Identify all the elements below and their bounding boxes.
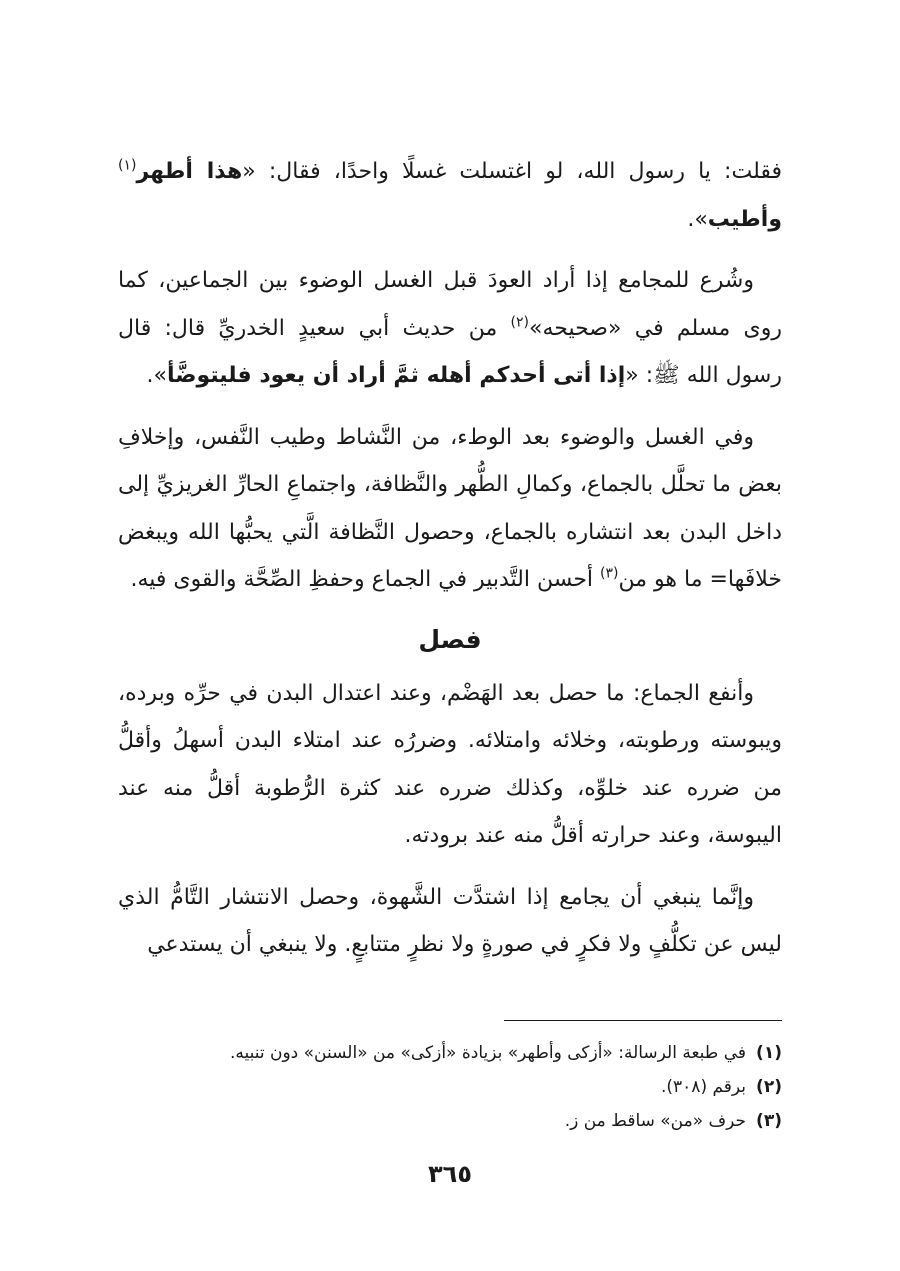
p2-quote: إذا أتى أحدكم أهله ثمَّ أراد أن يعود فليتوضَّأ — [167, 363, 626, 388]
p2-text-b: من حديث أبي سعيدٍ الخدريِّ قال: قال رسول الله ﷺ: « — [118, 315, 782, 388]
p2-text-a: وشُرع للمجامع إذا أراد العودَ قبل الغسل الوضوء بين الجماعين، كما روى مسلم في «صحيحه» — [118, 268, 783, 341]
footnote-2 — [118, 1070, 782, 1104]
page-number: ٣٦٥ — [428, 1160, 472, 1188]
paragraph-2 — [118, 257, 782, 400]
p1-after: ». — [687, 206, 708, 232]
p1-quote-end: وأطيب — [707, 206, 782, 232]
paragraph-4: وأنفع الجماع: ما حصل بعد الهَضْم، وعند اعتدال البدن في حرِّه وبرده، ويبوسته ورطوبته، وخلائه وامتلائه. وضررُه عند امتلاء البدن أسهلُ وأقلُّ من ضرره عند خلوِّه، وكذلك ضرره عند كثرة الرُّطوبة أقلُّ منه عند اليبوسة، وعند حرارته أقلُّ منه عند برودته. — [118, 680, 782, 848]
p3-text-b: أحسن التَّدبير في الجماع وحفظِ الصِّحَّة والقوى فيه. — [130, 567, 601, 592]
footnote-ref-1[interactable]: (١) — [118, 157, 137, 174]
footnote-ref-3[interactable]: (٣) — [600, 565, 619, 582]
p1-text: فقلت: يا رسول الله، لو اغتسلت غسلًا واحدًا، فقال: « — [242, 159, 782, 184]
footnote-divider — [504, 1020, 782, 1021]
paragraph-3 — [118, 414, 782, 604]
footnote-ref-2[interactable]: (٢) — [510, 314, 530, 331]
footnote-text: حرف «من» ساقط من ز. — [564, 1111, 747, 1131]
p2-after: ». — [146, 363, 167, 388]
paragraph-1 — [118, 148, 782, 243]
footnote-number: (١) — [756, 1043, 782, 1063]
p3-text-a: وفي الغسل والوضوء بعد الوطء، من النَّشاط وطيب النَّفس، وإخلافِ بعض ما تحلَّل بالجماع، وكمالِ الطُّهر والنَّظافة، واجتماعِ الحارِّ الغريزيِّ إلى داخل البدن بعد انتشاره بالجماع، وحصول النَّظافة الَّتي يحبُّها الله ويبغض خلافَها= ما هو من — [118, 424, 782, 592]
page-body — [118, 148, 782, 983]
section-heading: فصل — [418, 624, 482, 654]
footnote-number: (٣) — [756, 1111, 782, 1131]
paragraph-5: وإنَّما ينبغي أن يجامع إذا اشتدَّت الشَّهوة، وحصل الانتشار التَّامُّ الذي ليس عن تكلُّفٍ ولا فكرٍ في صورةٍ ولا نظرٍ متتابعٍ. ولا ينبغي أن يستدعي — [118, 884, 782, 957]
footnotes — [118, 1036, 782, 1138]
footnote-3 — [118, 1104, 782, 1138]
p1-quote: هذا أطهر — [136, 159, 243, 184]
footnote-text: برقم (٣٠٨). — [661, 1077, 747, 1097]
footnote-number: (٢) — [756, 1077, 782, 1097]
footnote-1 — [118, 1036, 782, 1070]
footnote-text: في طبعة الرسالة: «أزكى وأطهر» بزيادة «أزكى» من «السنن» دون تنبيه. — [229, 1043, 747, 1063]
